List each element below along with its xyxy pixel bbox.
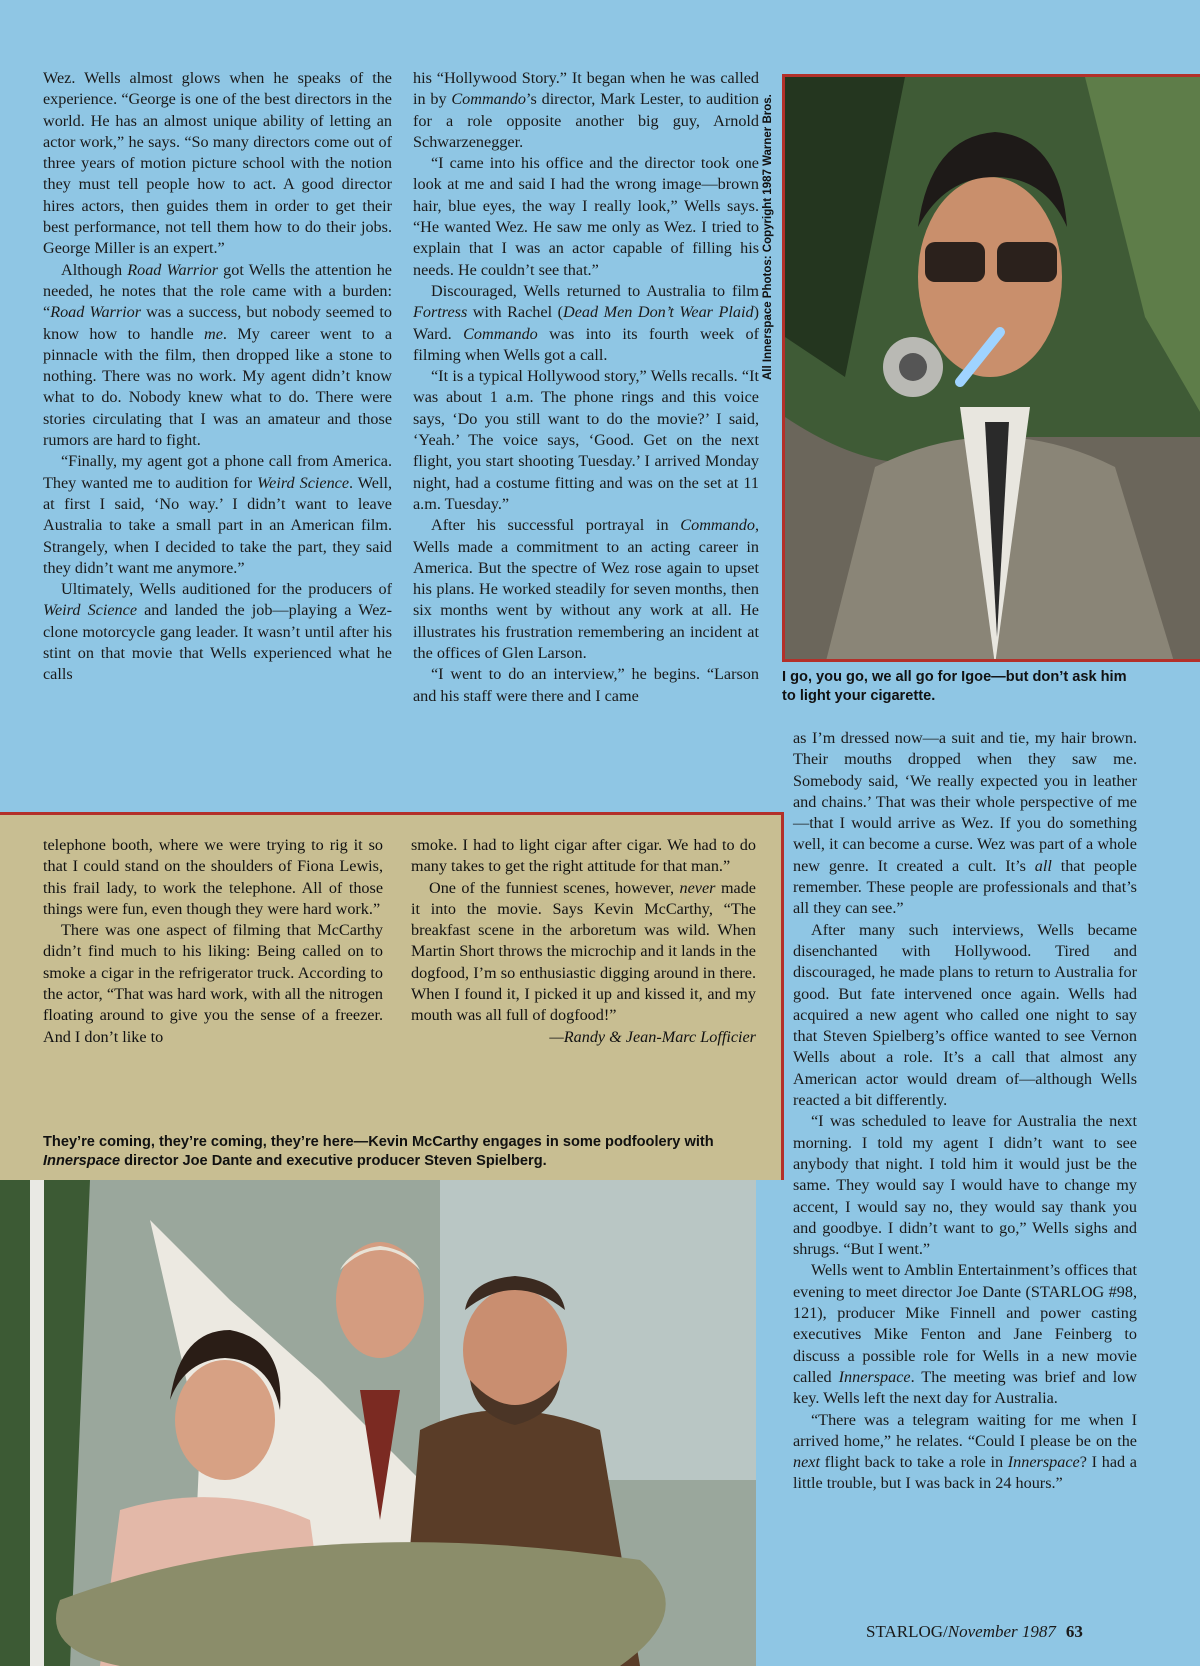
paragraph: “Finally, my agent got a phone call from America. They wanted me to audition for Weird Science. Well, at first I said, ‘No way.’ I didn’t want to leave Australia to take a small part in an American film. Strangely, when I decided to take the part, they said they didn’t want me anymore.” [43,452,392,577]
photo-caption-2: They’re coming, they’re coming, they’re here—Kevin McCarthy engages in some podfoolery with Innerspace director Joe Dante and executive producer Steven Spielberg. [43,1134,714,1169]
photo-credit: All Innerspace Photos: Copyright 1987 Warner Bros. [762,94,774,380]
article-column-2 [413,68,759,707]
paragraph: “It is a typical Hollywood story,” Wells recalls. “It was about 1 a.m. The phone rings and this voice says, ‘Do you still want to do the movie?’ I said, ‘Yeah.’ The voice says, ‘Good. Get on the next flight, you start shooting Tuesday.’ I arrived Monday night, had a costume fitting and was on the set at 11 a.m. Tuesday.” [413,367,759,513]
paragraph: “There was a telegram waiting for me when I arrived home,” he relates. “Could I please be on the next flight back to take a role in Innerspace? I had a little trouble, but I was back in 24 hours.” [793,1410,1137,1493]
page-number: 63 [1065,1622,1083,1641]
photo-caption-1: I go, you go, we all go for Igoe—but don’t ask him to light your cigarette. [782,669,1127,704]
issue-date: November 1987 [947,1622,1056,1641]
paragraph: Although Road Warrior got Wells the attention he needed, he notes that the role came with a burden: “Road Warrior was a success, but nobody seemed to know how to handle me. My career went to a pinnacle with the film, then dropped like a stone to nothing. There was no work. My agent didn’t know what to do. Nobody knew what to do. There were stories circulating that I was an amateur and those rumors are hard to fight. [43,260,392,450]
paragraph: as I’m dressed now—a suit and tie, my hair brown. Their mouths dropped when they saw me. Somebody said, ‘We really expected you in leather and chains.’ That was their whole perspective of me—that I would arrive as Wez. If you do something well, it can become a curse. Wez was part of a whole new genre. It created a cult. It’s all that people remember. These people are professionals and that’s all they can see.” [793,729,1137,918]
paragraph: Ultimately, Wells auditioned for the producers of Weird Science and landed the job—playing a Wez-clone motorcycle gang leader. It wasn’t until after his stint on that movie that Wells experienced what he calls [43,580,393,684]
paragraph: Discouraged, Wells returned to Australia to film Fortress with Rachel (Dead Men Don’t Wear Plaid) Ward. Commando was into its fourth week of filming when Wells got a call. [413,281,759,364]
paragraph: Wez. Wells almost glows when he speaks of the experience. “George is one of the best directors in the world. He has an almost unique ability of letting an actor work,” he says. “So many directors come out of three years of motion picture school with the notion they must tell people how to act. A good director hires actors, then guides them in order to get their best performance, not tell them how to do their jobs. George Miller is an expert.” [43,69,392,258]
sidebar-box [0,812,784,1180]
paragraph: telephone booth, where we were trying to rig it so that I could stand on the shoulders of Fiona Lewis, this frail lady, to work the telephone. All of those things were fun, even though they were hard work.” [43,836,383,918]
sidebar-column-2 [411,835,756,1048]
magazine-name: STARLOG [866,1622,944,1641]
paragraph: One of the funniest scenes, however, never made it into the movie. Says Kevin McCarthy, “The breakfast scene in the arboretum was wild. When Martin Short throws the microchip and it lands in the dogfood, I’m so enthusiastic digging around in there. When I found it, I picked it up and kissed it, and my mouth was all full of dogfood!” [411,878,756,1025]
photo-illustration-2 [0,1180,756,1666]
article-column-1 [43,68,392,686]
paragraph: Wells went to Amblin Entertainment’s offices that evening to meet director Joe Dante (STARLOG #98, 121), producer Mike Finnell and power casting executives Mike Fenton and Jane Feinberg to discuss a possible role for Wells in a new movie called Innerspace. The meeting was brief and low key. Wells left the next day for Australia. [793,1261,1137,1408]
paragraph: “I came into his office and the director took one look at me and said I had the wrong image—brown hair, blue eyes, the way I really look,” Wells says. “He wanted Wez. He saw me only as Wez. I tried to explain that I was an actor capable of filling his needs. He couldn’t see that.” [413,154,759,279]
paragraph: After his successful portrayal in Commando, Wells made a commitment to an acting career in America. But the spectre of Wez rose again to upset his plans. He worked steadily for seven months, then six months went by without any work at all. He illustrates his frustration remembering an incident at the offices of Glen Larson. [413,516,759,663]
paragraph: There was one aspect of filming that McCarthy didn’t find much to his liking: Being called on to smoke a cigar in the refrigerator truck. According to the actor, “That was hard work, with all the nitrogen floating around to give you the sense of a freezer. And I don’t like to [43,921,383,1046]
article-column-3 [793,728,1137,1495]
sidebar-column-1 [43,835,383,1048]
paragraph: “I was scheduled to leave for Australia the next morning. I told my agent I didn’t want to see anybody that night. I told him it would just be the same. They would say I would have to change my accent, I would say no, they would say thank you and goodbye. I didn’t want to go,” Wells sighs and shrugs. “But I went.” [793,1112,1137,1259]
photo-cast-and-crew [0,1180,756,1666]
photo-actor-with-torch [782,74,1200,662]
paragraph: “I went to do an interview,” he begins. “Larson and his staff were there and I came [413,665,759,705]
photo-illustration [785,77,1200,662]
paragraph: his “Hollywood Story.” It began when he was called in by Commando’s director, Mark Lester, to audition for a role opposite another big guy, Arnold Schwarzenegger. [413,69,760,151]
page-footer: STARLOG/November 1987 63 [866,1622,1083,1641]
paragraph: After many such interviews, Wells became disenchanted with Hollywood. Tired and discouraged, he made plans to return to Australia for good. But fate intervened once again. Wells had acquired a new agent who called one night to say that Steven Spielberg’s office wanted to see Vernon Wells about a role. It’s a call that almost any American actor would dream of—although Wells reacted a bit differently. [793,920,1137,1110]
paragraph: smoke. I had to light cigar after cigar. We had to do many takes to get the right attitude for that man.” [411,836,756,876]
byline: —Randy & Jean-Marc Lofficier [549,1027,756,1046]
